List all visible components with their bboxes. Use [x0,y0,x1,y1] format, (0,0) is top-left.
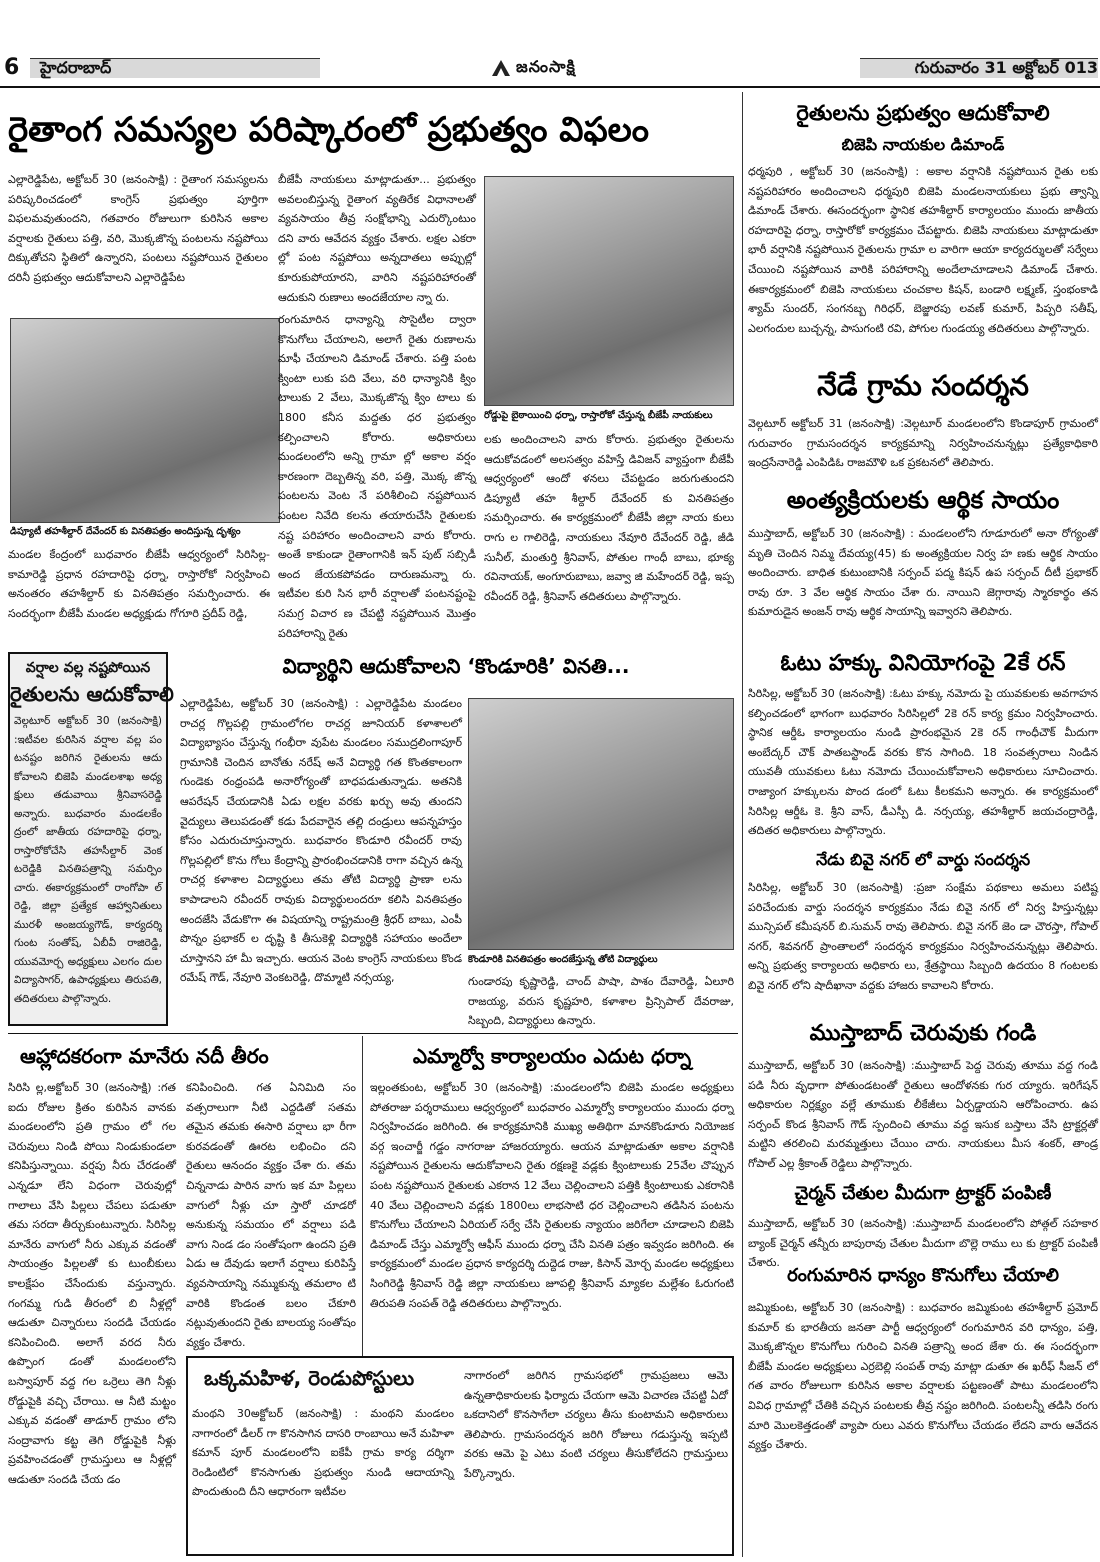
header-divider [0,86,1100,88]
woman-story-box [186,1356,734,1556]
right-a5-headline: నేడు బివై నగర్ లో వార్డు సందర్శన [815,850,1031,869]
left-box-headline: రైతులను ఆదుకోవాలి [10,682,174,706]
right-a2-body: వెల్గటూర్ అక్టోబర్ 31 (జనంసాక్షి) :వెల్గటూర్ మండలంలోని కొండాపూర్ గ్రామంలో గురువారం గ్రామసందర్శన కార్యక్రమాన్ని నిర్వహించనున్నట్లు ప్రత్యేకాధికారి ఇంద్రసేనారెడ్డి ఎంపిడిఓ రాజమౌళి ఒక ప్రకటనలో తెలిపారు. [748,417,1098,470]
lead-col3: లకు అందించాలని వారు కోరారు. ప్రభుత్వం రైతులను ఆదుకోవడంలో అలసత్వం వహిస్తే డివిజన్ వ్యాప్తంగా బీజేపీ ఆధ్వర్యంలో ఆందో ళనలు చేపట్టడం జరుగుతుందని డిప్యూటీ తహ శీల్దార్ దేవేందర్ కు వినతిపత్రం సమర్పించారు. ఈ కార్యక్రమంలో బీజేపీ జిల్లా నాయ కులు రాగు ల గాలిరెడ్డి, నాయకులు నేవూరి దేవేందర్ రెడ్డి, జీడి సునీల్, మంతుర్తి శ్రీనివాస్, పోతుల గాంధీ బాబు, భూక్య రవినాయక్, అంగూరుబాబు, జవ్వా జి మహేందర్ రెడ్డి, ఇప్ప రవీందర్ రెడ్డి, శ్రీనివాస్ తదితరులు పాల్గొన్నారు. [484,433,734,603]
page-header [0,0,1100,80]
right-a8-body: జమ్మికుంట, అక్టోబర్ 30 (జనంసాక్షి) : బుధవారం జమ్మికుంట తహశీల్దార్ ప్రమోద్ కుమార్ కు భారతీయ జనతా పార్టీ ఆధ్వర్యంలో రంగుమారిన వరి ధాన్యం, పత్తి, మొక్కజొన్నల కొనుగోలు గురించి వినతి పత్రాన్ని అంద జేశా రు. ఈ సందర్భంగా బీజేపీ మండల అధ్యక్షులు ఎర్రబెల్లి సంపత్ రావు మాట్లా డుతూ ఈ ఖరీఫ్ సీజన్ లో గత వారం రోజులుగా కురిసిన అకాల వర్షాలకు పట్టణంతో పాటు మండలంలోని వివిధ గ్రామాల్లో చేతికి వచ్చిన పంటలకు తీవ్ర నష్టం జరిగింది. పంటలన్నీ తడిసి రంగు మారి మొలకెత్తడంతో వ్యాపా రులు ఎవరు కొనుగోలు చేయడం లేదని వారు ఆవేదన వ్యక్తం చేశారు. [748,1301,1098,1452]
right-a1-headline: రైతులను ప్రభుత్వం ఆదుకోవాలి [796,101,1050,125]
masthead-emblem-icon [490,58,512,78]
right-a2-headline: నేడే గ్రామ సందర్శన [817,369,1029,402]
woman-headline: ఒక్కమహిళ, రెండుపోస్టులు [204,1366,415,1390]
maneru-col2: కనిపించింది. గత ఏనిమిది సం వత్సరాలుగా నీటి ఎద్దడితో సతమ తమైన తమకు ఈసారి వర్షాలు భా రీగా కురవడంతో ఊరట లభించిం దని రైతులు ఆనందం వ్యక్తం చేశా రు. తమ చిన్ననాడు పారిన వాగు ఇక మా పిల్లలు వాగులో నీళ్లు చూ స్తారో చూడరో అనుకున్న సమయం లో వర్షాలు పడి వాగు నిండ డం సంతోషంగా ఉందని ప్రతి ఏడు ఆ దేవుడు ఇలాగే వర్షాలు కురిపిస్తే వ్యవసాయాన్ని నమ్ముకున్న తమలాం టి వారికి కొండంత బలం చేకూరి నట్లువుతుందని రైతు బాలయ్య సంతోషం వ్యక్తం చేశారు. [186,1081,356,1349]
lead-photo-right [484,176,734,406]
lead-col1-top: ఎల్లారెడ్డిపేట, అక్టోబర్ 30 (జనంసాక్షి) : రైతాంగ సమస్యలను పరిష్కరించడంలో కాంగ్రెస్ ప్రభుత్వం పూర్తిగా విఫలమవుతుందని, గతవారం రోజులుగా కురిసిన అకాల వర్షాలకు రైతులు పత్తి, వరి, మొక్కజొన్న పంటలను నష్టపోయి దిక్కుతోచని స్థితిలో ఉన్నారని, పంటలు నష్టపోయిన రైతులం దరినీ ప్రభుత్వం ఆదుకోవాలని ఎల్లారెడ్డిపేట [8,173,268,284]
student-photo [468,698,734,950]
right-a4-headline: ఓటు హక్కు వినియోగంపై 2కే రన్ [780,651,1066,676]
issue-date: గురువారం 31 అక్టోబర్ 013 [914,58,1098,77]
mid-divider [8,1033,738,1034]
lead-col2-top: బీజేపీ నాయకులు మాట్లాడుతూ... ప్రభుత్వం అవలంబిస్తున్న రైతాంగ వ్యతిరేక విధానాలతో వ్యవసాయం తీవ్ర సంక్షోభాన్ని ఎదుర్కొంటుం దని వారు ఆవేదన వ్యక్తం చేశారు. లక్షల ఎకరా ల్లో పంట నష్టపోయి అన్నదాతలు అప్పుల్లో కూరుకుపోయారని, వారిని నష్టపరిహారంతో ఆదుకుని రుణాలు అందజేయాల న్నా రు. [278,173,476,304]
right-a1-body: ధర్మపురి , అక్టోబర్ 30 (జనంసాక్షి) : అకాల వర్షానికి నష్టపోయిన రైతు లకు నష్టపరిహారం అందించాలని ధర్మపురి బిజెపి మండలనాయకులు ప్రభు త్వాన్ని డిమాండ్ చేశారు. ఈసందర్భంగా స్థానిక తహశీల్దార్ కార్యాలయం ముందు జాతీయ రహదారిపై ధర్నా, రాస్తారోకో కార్యక్రమం చేపట్టారు. బిజెపి నాయకులు మాట్లాడుతూ భారీ వర్షానికి నష్టపోయిన రైతులను గ్రామా ల వారిగా ఆయా కార్యదర్శులతో సర్వేలు చేయించి నష్టపోయిన వారికి పరిహారాన్ని అందేలాచూడాలని డిమాండ్ చేశారు. ఈకార్యక్రమంలో బిజెపి నాయకులు చంచకాల కిషన్, బండారి లక్ష్మణ్, స్తంభంకాడి శ్యామ్ సుందర్, సంగనబ్బ గిరిధర్, బెజ్జారపు లవణ్ కుమార్, పిప్పరి సతీష్, ఎలగందుల బుచ్చన్న, పాసుగంటి రవి, పోగుల గుండయ్య తదితరులు పాల్గొన్నారు. [748,165,1098,335]
city-tag: హైదరాబాద్ [40,58,112,77]
right-a6-body: ముస్తాబాద్, అక్టోబర్ 30 (జనంసాక్షి) :ముస్తాబాద్ పెద్ద చెరువు తూము వద్ద గండి పడి నీరు వృధాగా పోతుండటంతో రైతులు ఆందోళనకు గుర య్యారు. ఇరిగేషన్ అధికారుల నిర్లక్ష్యం వల్లే తూముకు లీకేజీలు ఏర్పడ్డాయని ఆరోపించారు. ఉప సర్పంచ్ కొండ శ్రీనివాస్ గౌడ్ స్పందించి తూము వద్ద ఇసుక బస్తాలు వేసి ట్రాక్టర్లతో మట్టిని తరలించి మరమ్మత్తులు చేయిం చారు. నాయకులు మీస శంకర్, తాండ్ర గోపాల్ ఎల్ల శ్రీకాంత్ రెడ్డిలు పాల్గొన్నారు. [748,1059,1098,1170]
right-a7-body: ముస్తాబాద్, అక్టోబర్ 30 (జనంసాక్షి) :ముస్తాబాద్ మండలంలోని పోత్గల్ సహకార బ్యాంక్ చైర్మన్ తన్నీరు బాపురావు చేతుల మీదుగా బొల్లె రాము లు కు ట్రాక్టర్ పంపిణీ చేశారు. [748,1217,1098,1270]
woman-col1: మంథని 30అక్టోబర్ (జనంసాక్షి) : మంథని మండలం నాగారంలో డీలర్ గా కొనసాగిన దాసరి రాంబాయి అనే మహిళా కమాన్ పూర్ మండలంలోని ఐకేపీ గ్రామ కార్య దర్శిగా రెండింటిలో కొనసాగుతు ప్రభుత్వం నుండి ఆదాయాన్ని పొందుతుంది దీని ఆధారంగా ఇటీవల [192,1407,454,1499]
student-headline: విద్యార్థిని ఆదుకోవాలని ‘కొండూరికి’ వినతి... [282,654,630,678]
maneru-mro-divider [362,1036,363,1356]
lead-col2-bottom: రంగుమారిన ధాన్యాన్ని సొసైటీల ద్వారా కొనుగోలు చేయాలని, అలాగే రైతు రుణాలను మాఫీ చేయాలని డిమాండ్ చేశారు. పత్తి పంట క్వింటా లుకు పది వేలు, వరి ధాన్యానికి క్విం టాలుకు 2 వేలు, మొక్కజొన్న క్విం టాలు కు 1800 కనీస మద్దతు ధర ప్రభుత్వం కల్పించాలని కోరారు. అధికారులు మండలంలోని అన్ని గ్రామా ల్లో అకాల వర్షం కారణంగా దెబ్బతిన్న వరి, పత్తి, మొక్క జొన్న పంటలను వెంట నే పరిశీలించి నష్టపోయిన పంటల నివేది కలను తయారుచేసి రైతులకు నష్ట పరిహారం అందించాలని వారు కోరారు. అంతే కాకుండా రైతాంగానికి ఇన్ పుట్ సబ్సిడీ అంద జేయకపోవడం దారుణమన్నా రు. ఇటీవల కురి సిన భారీ వర్షాలతో పంటనష్టంపై సమగ్ర విచార ణ చేపట్టి నష్టపోయిన మొత్తం పరిహారాన్ని రైతు [278,313,476,640]
right-a3-headline: అంత్యక్రియలకు ఆర్థిక సాయం [786,486,1060,514]
maneru-col1: సిరిసి ల్ల,అక్టోబర్ 30 (జనంసాక్షి) :గత ఐదు రోజుల క్రితం కురిసిన వానకు మండలంలోని ప్రతి గ్రామం లో గల చెరువులు నిండి పోయి నిండుకుండలా కనిపిస్తున్నాయి. వర్షపు నీరు చేరడంతో ఎన్నడూ లేని విధంగా చెరువుల్లో గాలాలు వేసి పిల్లలు చేపలు పడుతూ తమ సరదా తీర్చుకుంటున్నారు. సిరిసిల్ల మానేరు వాగులో నీరు ఎక్కువ వడంతో సాయంత్రం పిల్లలతో కు టుంబీకులు కాలక్షేపం చేసేందుకు వస్తున్నారు. గంగమ్మ గుడి తీరంలో బి నీళ్లల్లో ఆడుతూ చిన్నారులు సందడి చేయడం కనిపించింది. అలాగే వరద నీరు ఉప్పొంగ డంతో మండలంలోని బస్వాపూర్ వద్ద గల ఒర్రెలు తెగి నీళ్లు రోడ్డుపైకి వచ్చి చేరాయి. ఆ నీటి మట్టం ఎక్కువ వడంతో తాడూర్ గ్రామం లోని సంద్రావాగు కట్ట తెగి రోడ్డుపైకి నీళ్లు ప్రవహించడంతో గ్రామస్తులు ఆ నీళ్లల్లో ఆడుతూ సందడి చేయ డం [8,1081,176,1486]
page-number: 6 [4,55,20,80]
left-box-story [8,652,174,1026]
right-column-divider [742,92,743,1557]
lead-photo-right-caption: రోడ్డుపై బైఠాయించి ధర్నా, రాస్తారోకో చేస్తున్న బీజేపీ నాయకులు [484,410,713,421]
right-a5-body: సిరిసిల్ల, అక్టోబర్ 30 (జనంసాక్షి) :ప్రజా సంక్షేమ పథకాలు అమలు పటిష్ట పరిచేందుకు వార్డు సందర్శన కార్యక్రమం నేడు బివై నగర్ లో నిర్వ హిస్తున్నట్లు మున్సిపల్ కమీషనర్ బి.సుమన్ రావు తెలిపారు. బివై నగర్ జెం డా చౌరస్తా, గోపాల్ నగర్, శివనగర్ ప్రాంతాలలో సందర్శన కార్యక్రమం నిర్వహించనున్నట్లు తెలిపారు. అన్ని ప్రభుత్వ కార్యాలయ అధికారు లు, శ్రేత్రస్థాయి సిబ్బంది ఉదయం 8 గంటలకు బివై నగర్ లోని షాదీఖానా వద్దకు హాజరు కావాలని కోరారు. [748,881,1098,992]
right-column [748,92,1098,1558]
lead-headline: రైతాంగ సమస్యల పరిష్కారంలో ప్రభుత్వం విఫలం [8,110,649,150]
masthead-title: జనంసాక్షి [516,56,576,76]
left-box-body: వెల్గటూర్ అక్టోబర్ 30 (జనంసాక్షి) :ఇటీవల కురిసిన వర్షాల వల్ల పం టనష్టం జరిగిన రైతులను ఆదు కోవాలని బిజెపి మండలశాఖ అధ్య క్షులు తడువాయి శ్రీనివాసరెడ్డి అన్నారు. బుధవారం మండలకేం ద్రంలో జాతీయ రహదారిపై ధర్నా, రాస్తారోకోచేసి తహసీల్దార్ వెంక టరెడ్డికి వినతిపత్రాన్ని సమర్పిం చారు. ఈకార్యక్రమంలో రాంగోపా ల్ రెడ్డి, జిల్లా ప్రత్యేక ఆహ్వానితులు మురళీ అంజయ్యగౌడ్, కార్యదర్శి గుంట సంతోష్, ఏబీవీ రాజిరెడ్డి, యువమోర్చ అధ్యక్షులు ఎలగం దుల విద్యాసాగర్, ఉపాధ్యక్షులు తిరుపతి, తదితరులు పాల్గొన్నారు. [14,715,162,1005]
woman-col2: నాగారంలో జరిగిన గ్రామసభలో గ్రామప్రజలు ఆమె ఉన్నతాధికారులకు ఫిర్యాదు చేయగా ఆమె విచారణ చేపట్టి ఏదో ఒకదానిలో కొనసాగేలా చర్యలు తీసు కుంటామని అధికారులు తెలిపారు. గ్రామసందర్శన జరిగి రోజులు గడుస్తున్న ఇప్పటి వరకు ఆమె పై ఎటు వంటి చర్యలు తీసుకోలేదని గ్రామస్తులు పేర్కొన్నారు. [464,1369,728,1480]
student-photo-caption: కొండూరికి వినతిపత్రం అందజేస్తున్న తోటి విద్యార్థులు [468,954,658,965]
right-a4-body: సిరిసిల్ల, అక్టోబర్ 30 (జనంసాక్షి) :ఓటు హక్కు నమోదు పై యువకులకు అవగాహన కల్పించడంలో భాగంగా బుధవారం సిరిసిల్లలో 2కె రన్ కార్య క్రమం నిర్వహించారు. స్థానిక ఆర్డీఓ కార్యాలయం నుండి ప్రారంభమైన 2కె రన్ గాంధీచౌక్ మీదుగా అంబేద్కర్ చౌక్ పాతబస్టాండ్ వరకు కొన సాగింది. 18 సంవత్సరాలు నిండిన యువతీ యువకులు ఓటు నమోదు చేయించుకోవాలని అధికారులు సూచించారు. రాజ్యాంగ హక్కులను పొంద డంలో ఓటు కీలకమని అన్నారు. ఈ కార్యక్రమంలో సిరిసిల్ల ఆర్డీఓ కె. శ్రీని వాస్, డీఎస్పీ డి. నర్సయ్య, తహశీల్దార్ జయచంద్రారెడ్డి, తదితర అధికారులు పాల్గొన్నారు. [748,687,1098,838]
mro-headline: ఎమ్మార్వో కార్యాలయం ఎదుట ధర్నా [412,1044,692,1068]
right-a7-headline: చైర్మన్ చేతుల మీదుగా ట్రాక్టర్ పంపిణీ [794,1183,1052,1204]
mro-body: ఇల్లంతకుంట, అక్టోబర్ 30 (జనంసాక్షి) :మండలంలోని బిజెపి మండల అధ్యక్షులు పోతరాజు పర్శరాములు ఆధ్వర్యంలో బుధవారం ఎమ్మార్వో కార్యాలయం ముందు ధర్నా నిర్వహించడం జరిగింది. ఈ కార్యక్రమానికి ముఖ్య అతిథిగా మానకొండూరు నియోజక వర్గ ఇంచార్జీ గడ్డం నాగరాజు హాజరయ్యారు. ఆయన మాట్లాడుతూ అకాల వర్షానికి నష్టపోయిన రైతులను ఆదుకోవాలని రైతు రక్షణకై వడ్లకు క్వింటాలుకు 25వేల చొప్పున పంట నష్టపోయిన రైతులకు ఎకరాన 12 వేలు చెల్లించాలని పత్తికి క్వింటాలుకు ఎకరానికి 40 వేలు చెల్లించాలని వడ్లకు 1800లు లాభసాటి ధర చెల్లించాలని తడిసిన పంటను కొనుగోలు చేయాలని ఏరియల్ సర్వే చేసి రైతులకు న్యాయం జరిగేలా చూడాలని బిజెపి డిమాండ్ చేస్తు ఎమ్మార్వో ఆఫీస్ ముందు ధర్నా చేసి వినతి పత్రం ఇవ్వడం జరిగింది. ఈ కార్యక్రమంలో మండల ప్రధాన కార్యదర్శి దుద్దెడ రాజు, కిసాన్ మోర్చ మండల అధ్యక్షులు సింగిరెడ్డి శ్రీనివాస్ రెడ్డి జిల్లా నాయకులు జూపల్లి శ్రీనివాస్ మ్యాకల మల్లేశం ఓరుగంటి తిరుపతి సంపత్ రెడ్డి తదితరులు పాల్గొన్నారు. [370,1081,734,1310]
lead-photo-left [10,318,280,523]
right-a1-subheadline: బిజెపి నాయకుల డిమాండ్ [841,135,1005,154]
student-body: ఎల్లారెడ్డిపేట, అక్టోబర్ 30 (జనంసాక్షి) : ఎల్లారెడ్డిపేట మండలం రాచర్ల గొల్లపల్లి గ్రామంలోగల రాచర్ల జూనియర్ కళాశాలలో విద్యాభ్యాసం చేస్తున్న గంభీరా వుపేట మండలం సముద్రలింగాపూర్ గ్రామానికి చెందిన బానోతు నరేష్ అనే విద్యార్థి గత కొంతకాలంగా గుండెకు రంధ్రంపడి అనారోగ్యంతో బాధపడుతున్నాడు. అతనికి ఆపరేషన్ చేయడానికి ఏడు లక్షల వరకు ఖర్చు అవు తుందని వైద్యులు తెలుపడంతో కడు పేదవారైన తల్లి దండ్రులు ఆపన్నహస్తం కోసం ఎదురుచూస్తున్నారు. బుధవారం కొండూరి రవీందర్ రావు గొల్లపల్లిలో కొను గోలు కేంద్రాన్ని ప్రారంభించడానికి రాగా వచ్చిన ఉన్న రాచర్ల కళాశాల విద్యార్థులు తమ తోటి విద్యార్థి ప్రాణా లను కాపాడాలని రవీందర్ రావుకు విద్యార్థులందరూ కలిసి వినతిపత్రం అందజేసి వేడుకొగా ఈ విషయాన్ని రాష్ట్రమంత్రి శ్రీధర్ బాబు, ఎంపీ పొన్నం ప్రభాకర్ ల దృష్టి కి తీసుకెళ్లి విద్యార్థికి సహాయం అందేలా చూస్తానని హా మీ ఇచ్చారు. ఆయన వెంట కాంగ్రెస్ నాయకులు కొండ రమేష్ గౌడ్, నేవూరి వెంకటరెడ్డి, దొమ్మాటి నర్సయ్య, [180,697,462,985]
masthead-logo [490,55,630,81]
right-a3-body: ముస్తాబాద్, అక్టోబర్ 30 (జనంసాక్షి) : మండలంలోని గూడూరులో అనా రోగ్యంతో మృతి చెందిన నిమ్మ దేవయ్య(45) కు అంత్యక్రియల నిర్వ హ ణకు ఆర్థిక సాయం అందించారు. బాధిత కుటుంబానికి సర్పంచ్ పద్మ కిషన్ ఉప సర్పంచ్ దీటీ ప్రభాకర్ రావు రూ. 3 వేల ఆర్థిక సాయం చేశా రు. నాయిని జెగ్గారావు స్మారకార్థం తన కుమారుడైన అంజన్ రావు ఆర్థిక సాయాన్ని ఇవ్వారని తెలిపారు. [748,527,1098,619]
right-a6-headline: ముస్తాబాద్ చెరువుకు గండి [809,1021,1037,1046]
lead-photo-left-caption: డిప్యూటీ తహశీల్దార్ దేవేందర్ కు వినతిపత్రం అందిస్తున్న దృశ్యం [10,526,241,537]
right-a8-headline: రంగుమారిన ధాన్యం కొనుగోలు చేయాలి [787,1265,1059,1286]
student-body-2: గుండారపు కృష్ణారెడ్డి, చాంద్ పాషా, పాశం దేవారెడ్డి, ఏలూరి రాజయ్య, వరుస కృష్ణహరి, కళాశాల ప్రిన్సిపాల్ దేవరాజు, సిబ్బంది, విద్యార్థులు ఉన్నారు. [468,975,734,1028]
maneru-headline: ఆహ్లాదకరంగా మానేరు నదీ తీరం [20,1044,269,1068]
left-box-kicker: వర్షాల వల్ల నష్టపోయిన [25,660,151,676]
lead-col1-bottom: మండల కేంద్రంలో బుధవారం బీజేపీ ఆధ్వర్యంలో సిరిసిల్ల-కామారెడ్డి ప్రధాన రహదారిపై ధర్నా, రాస్తారోకో నిర్వహించి అనంతరం తహశీల్దార్ కు వినతిపత్రం సమర్పించారు. ఈ సందర్భంగా బీజేపీ మండల అధ్యక్షుడు గోగూరి ప్రదీప్ రెడ్డి, [8,548,270,620]
